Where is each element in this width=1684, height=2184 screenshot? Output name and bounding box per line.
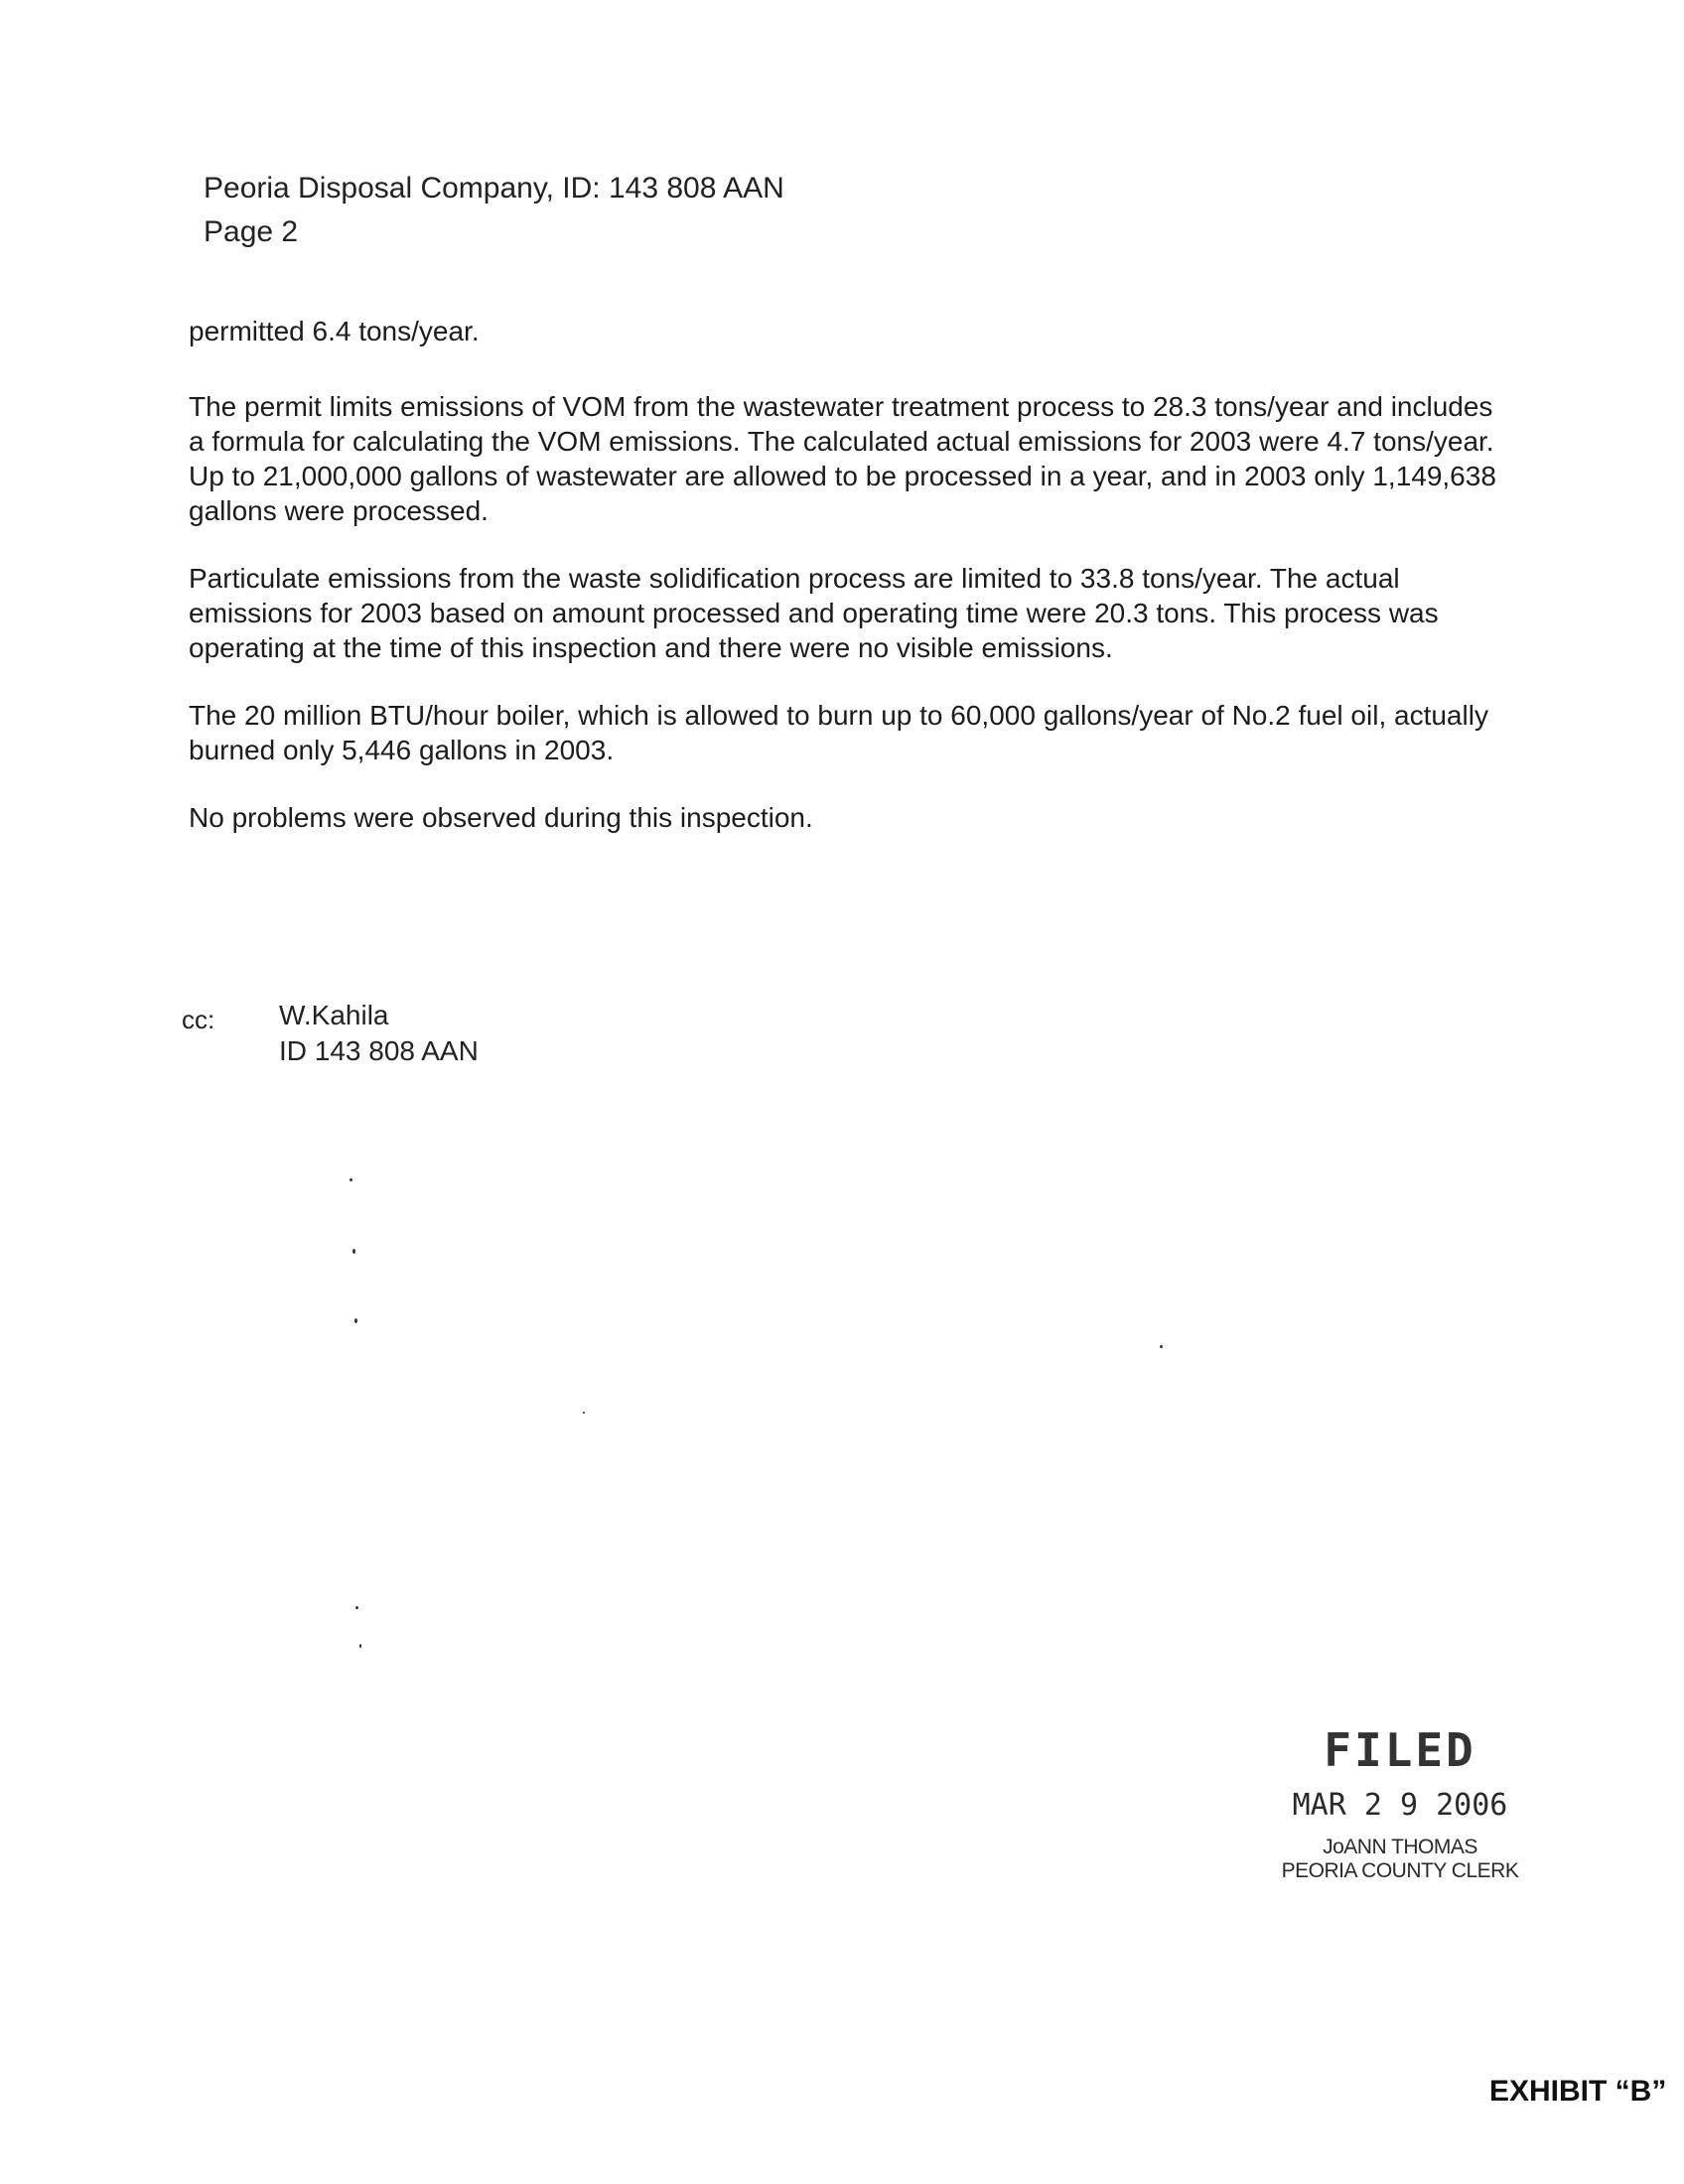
stamp-clerk-name: JoANN THOMAS [1323, 1836, 1477, 1858]
scan-speck [359, 1644, 361, 1648]
stamp-filed-title: FILED [1324, 1723, 1476, 1777]
paragraph-boiler: The 20 million BTU/hour boiler, which is allowed to burn up to 60,000 gallons/year of No.2 fuel oil, actually burned only 5,446 gallons in 2003. [189, 700, 1488, 765]
scan-speck [583, 1412, 585, 1414]
paragraph-permitted: permitted 6.4 tons/year. [189, 316, 480, 346]
scan-speck [354, 1318, 357, 1323]
cc-label: cc: [182, 1005, 215, 1034]
header-company-id: Peoria Disposal Company, ID: 143 808 AAN [204, 172, 784, 205]
filed-stamp [1261, 1722, 1539, 1883]
paragraph-particulate-emissions: Particulate emissions from the waste solidification process are limited to 33.8 tons/year. The actual emissions for 2003 based on amount processed and operating time were 20.3 tons. This process was operating at the time of this inspection and there were no visible emissions. [189, 563, 1439, 663]
paragraph-vom-emissions: The permit limits emissions of VOM from the wastewater treatment process to 28.3 tons/year and includes a formula for calculating the VOM emissions. The calculated actual emissions for 2003 were 4.7 tons/year. Up to 21,000,000 gallons of wastewater are allowed to be processed in a year, and in 2003 only 1,149,638 gallons were processed. [189, 391, 1496, 526]
cc-recipient-name: W.Kahila [279, 1000, 389, 1030]
paragraph-no-problems: No problems were observed during this inspection. [189, 802, 813, 833]
stamp-clerk-title: PEORIA COUNTY CLERK [1281, 1859, 1519, 1882]
cc-recipient-id: ID 143 808 AAN [279, 1035, 479, 1066]
scan-speck [352, 1249, 355, 1254]
stamp-date: MAR 2 9 2006 [1292, 1788, 1508, 1823]
header-page-number: Page 2 [204, 215, 299, 248]
scan-speck [1160, 1345, 1163, 1348]
page-header [204, 167, 784, 254]
letter-body [189, 314, 1509, 868]
exhibit-label: EXHIBIT “B” [1489, 2075, 1667, 2108]
scan-speck [350, 1178, 352, 1181]
scan-speck [355, 1606, 358, 1609]
